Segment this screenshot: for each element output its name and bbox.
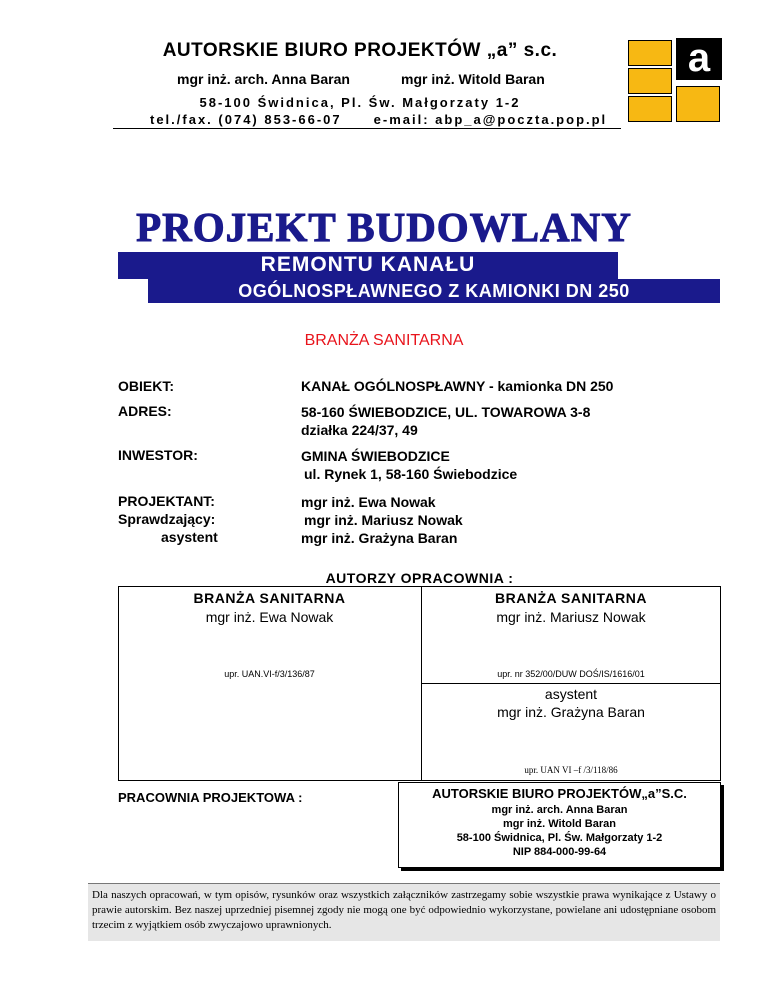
- designer-label: PROJEKTANT:: [118, 493, 215, 509]
- studio-label: PRACOWNIA PROJEKTOWA :: [118, 790, 303, 805]
- assistant-role: asystent: [544, 686, 598, 702]
- architect-2: mgr inż. Witold Baran: [401, 71, 545, 87]
- checker-value: mgr inż. Mariusz Nowak: [304, 512, 463, 528]
- checker-label: Sprawdzający:: [118, 511, 216, 527]
- copyright-notice: Dla naszych opracowań, w tym opisów, rysunków oraz wszystkich załączników zastrzegamy sobie wszystkie prawa wynikające z Ustawy o prawie autorskim. Bez naszej uprzedniej pisemnej zgody nie mogą one być odpowiednio wykorzystane, powielane ani udostępniane osobom trzecim z wyjątkiem osób zwyczajowo uprawnionych.: [88, 883, 720, 941]
- logo-square: [628, 40, 672, 66]
- assistant-name: mgr inż. Grażyna Baran: [497, 704, 645, 720]
- architect-1: mgr inż. arch. Anna Baran: [177, 71, 350, 87]
- logo-square: [628, 96, 672, 122]
- title-line-1: REMONTU KANAŁU: [260, 253, 476, 276]
- firm-address: 58-100 Świdnica, Pl. Św. Małgorzaty 1-2: [199, 95, 521, 110]
- header-divider: [113, 128, 621, 129]
- investor-value-2: ul. Rynek 1, 58-160 Świebodzice: [304, 466, 518, 482]
- contact-line: [150, 112, 607, 127]
- address-value-2: działka 224/37, 49: [301, 422, 418, 438]
- assistant-label: asystent: [161, 529, 218, 545]
- studio-name: AUTORSKIE BIURO PROJEKTÓW„a”S.C.: [432, 786, 687, 801]
- assistant-license: upr. UAN VI –f /3/118/86: [524, 765, 618, 775]
- document-title: PROJEKT BUDOWLANY: [136, 204, 632, 250]
- authors-title: AUTORZY OPRACOWNIA :: [325, 570, 514, 586]
- left-author-name: mgr inż. Ewa Nowak: [205, 609, 334, 625]
- email-address: e-mail: abp_a@poczta.pop.pl: [373, 112, 608, 127]
- firm-name: AUTORSKIE BIURO PROJEKTÓW „a” s.c.: [162, 40, 558, 61]
- object-label: OBIEKT:: [118, 378, 174, 394]
- left-author-license: upr. UAN.VI-f/3/136/87: [224, 669, 315, 679]
- left-branch: BRANŻA SANITARNA: [193, 590, 346, 606]
- branch-label: BRANŻA SANITARNA: [304, 332, 464, 349]
- logo-square: [676, 86, 720, 122]
- right-author-name: mgr inż. Mariusz Nowak: [496, 609, 646, 625]
- firm-logo: [628, 38, 722, 122]
- address-label: ADRES:: [118, 403, 172, 419]
- logo-letter: a: [676, 38, 722, 80]
- designer-value: mgr inż. Ewa Nowak: [301, 494, 436, 510]
- authors-table-row-divider: [421, 683, 721, 684]
- address-value-1: 58-160 ŚWIEBODZICE, UL. TOWAROWA 3-8: [301, 404, 591, 420]
- phone-number: tel./fax. (074) 853-66-07: [150, 112, 342, 127]
- studio-line-4: NIP 884-000-99-64: [512, 846, 607, 858]
- right-branch: BRANŻA SANITARNA: [495, 590, 647, 606]
- assistant-value: mgr inż. Grażyna Baran: [301, 530, 458, 546]
- logo-square: [628, 68, 672, 94]
- studio-line-1: mgr inż. arch. Anna Baran: [491, 804, 628, 816]
- right-author-license: upr. nr 352/00/DUW DOŚ/IS/1616/01: [497, 669, 645, 679]
- studio-line-3: 58-100 Świdnica, Pl. Św. Małgorzaty 1-2: [456, 832, 663, 844]
- investor-label: INWESTOR:: [118, 447, 198, 463]
- investor-value-1: GMINA ŚWIEBODZICE: [301, 448, 450, 464]
- studio-line-2: mgr inż. Witold Baran: [503, 818, 616, 830]
- object-value: KANAŁ OGÓLNOSPŁAWNY - kamionka DN 250: [301, 378, 614, 394]
- title-line-2: OGÓLNOSPŁAWNEGO Z KAMIONKI DN 250: [238, 281, 630, 301]
